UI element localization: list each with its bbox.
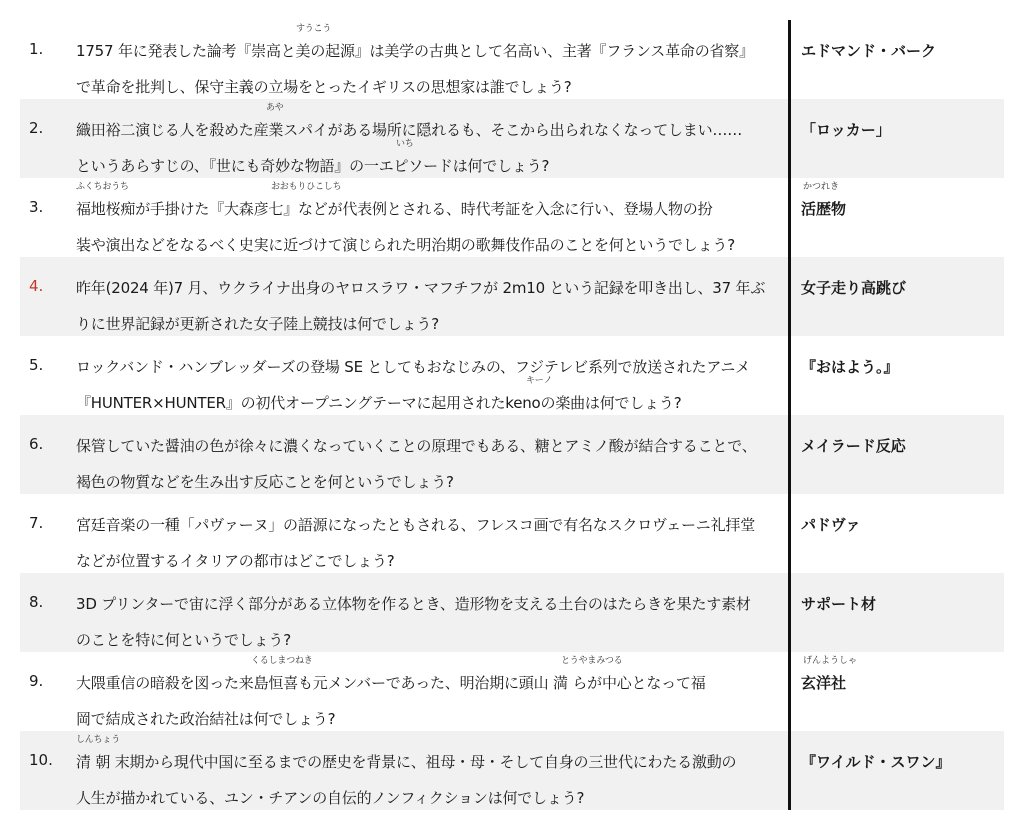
ruby-annotation: かつれき (803, 182, 840, 192)
question-text (66, 336, 788, 415)
ruby-annotation: すうこう (296, 24, 332, 34)
question-line-1: 1757 年に発表した論考『崇高と美の起源』は美学の古典として名高い、主著『フランス革命の省察』 (76, 42, 754, 60)
answer: 『ワイルド・スワン』 (791, 731, 1004, 810)
answer-text: 活歴物 (801, 200, 847, 218)
ruby-annotation: いち (396, 139, 414, 149)
quiz-row-8 (20, 573, 1004, 652)
answer (791, 178, 1004, 257)
question-number: 2. (20, 99, 66, 178)
question-text (66, 99, 788, 178)
quiz-row-5 (20, 336, 1004, 415)
answer: サポート材 (791, 573, 1004, 652)
ruby-annotation: おおもりひこしち (271, 182, 342, 192)
question-line-1: 昨年(2024 年)7 月、ウクライナ出身のヤロスラワ・マフチフが 2m10 という記録を叩き出し、37 年ぶ (76, 279, 766, 297)
question-line-1: 織田裕二演じる人を殺めた産業スパイがある場所に隠れるも、そこから出られなくなってしまい…… (76, 121, 743, 139)
question-line-2: のことを特に何というでしょう? (76, 631, 291, 649)
answer: 『おはよう。』 (801, 358, 899, 376)
question-number: 8. (20, 573, 66, 652)
ruby-annotation: キーノ (526, 376, 553, 386)
question-line-1: 3D プリンターで宙に浮く部分がある立体物を作るとき、造形物を支える土台のはたらきを果たす素材 (76, 595, 751, 613)
question-line-2: 人生が描かれている、ユン・チアンの自伝的ノンフィクションは何でしょう? (76, 789, 585, 807)
question-number: 7. (29, 514, 44, 532)
ruby-annotation: あや (266, 103, 284, 113)
question-text (66, 178, 788, 257)
question-number: 10. (20, 731, 66, 810)
question-line-1: ロックバンド・ハンブレッダーズの登場 SE としてもおなじみの、フジテレビ系列で放送されたアニメ (76, 358, 750, 376)
question-line-2: りに世界記録が更新された女子陸上競技は何でしょう? (76, 315, 439, 333)
ruby-annotation: くるしまつねき (251, 656, 313, 666)
question-text (66, 20, 788, 99)
quiz-row-6 (20, 415, 1004, 494)
question-number: 4. (20, 257, 66, 336)
question-line-2: 装や演出などをなるべく史実に近づけて演じられた明治期の歌舞伎作品のことを何というでしょう? (76, 236, 735, 254)
quiz-row-7 (20, 494, 1004, 573)
question-number: 5. (29, 356, 44, 374)
ruby-annotation: げんようしゃ (803, 656, 858, 666)
quiz-row-3 (20, 178, 1004, 257)
answer-text: 玄洋社 (801, 674, 847, 692)
question-line-2: 褐色の物質などを生み出す反応ことを何というでしょう? (76, 473, 454, 491)
question-text (66, 652, 788, 731)
question-text (66, 494, 788, 573)
question-text (66, 573, 788, 652)
question-text (66, 415, 788, 494)
question-number: 1. (29, 40, 44, 58)
question-line-2: というあらすじの、『世にも奇妙な物語』の一エピソードは何でしょう? (76, 157, 550, 175)
question-number: 6. (20, 415, 66, 494)
question-line-1: 宮廷音楽の一種「パヴァーヌ」の語源になったともされる、フレスコ画で有名なスクロヴェーニ礼拝堂 (76, 516, 756, 534)
question-line-2: 『HUNTER×HUNTER』の初代オープニングテーマに起用されたkenoの楽曲は何でしょう? (76, 394, 682, 412)
answer: パドヴァ (801, 516, 861, 534)
question-text (66, 257, 788, 336)
question-text (66, 731, 788, 810)
quiz-row-10 (20, 731, 1004, 810)
question-line-1: 清 朝 末期から現代中国に至るまでの歴史を背景に、祖母・母・そして自身の三世代にわたる激動の (76, 753, 737, 771)
question-line-1: 大隈重信の暗殺を図った来島恒喜も元メンバーであった、明治期に頭山 満 らが中心となって福 (76, 674, 706, 692)
quiz-table (20, 20, 1004, 810)
answer: エドマンド・バーク (801, 42, 937, 60)
question-line-1: 福地桜痴が手掛けた『大森彦七』などが代表例とされる、時代考証を入念に行い、登場人物の扮 (76, 200, 713, 218)
ruby-annotation: ふくちおうち (76, 182, 129, 192)
question-number: 3. (29, 198, 44, 216)
quiz-row-9 (20, 652, 1004, 731)
ruby-annotation: しんちょう (76, 735, 121, 745)
question-line-2: 岡で結成された政治結社は何でしょう? (76, 710, 336, 728)
answer: メイラード反応 (791, 415, 1004, 494)
answer (791, 652, 1004, 731)
question-line-2: で革命を批判し、保守主義の立場をとったイギリスの思想家は誰でしょう? (76, 78, 572, 96)
question-line-1: 保管していた醤油の色が徐々に濃くなっていくことの原理でもある、糖とアミノ酸が結合することで、 (76, 437, 757, 455)
question-number: 9. (29, 672, 44, 690)
quiz-row-1 (20, 20, 1004, 99)
quiz-row-2 (20, 99, 1004, 178)
answer: 女子走り高跳び (791, 257, 1004, 336)
ruby-annotation: とうやまみつる (561, 656, 623, 666)
question-line-2: などが位置するイタリアの都市はどこでしょう? (76, 552, 395, 570)
answer: 「ロッカー」 (791, 99, 1004, 178)
quiz-row-4 (20, 257, 1004, 336)
